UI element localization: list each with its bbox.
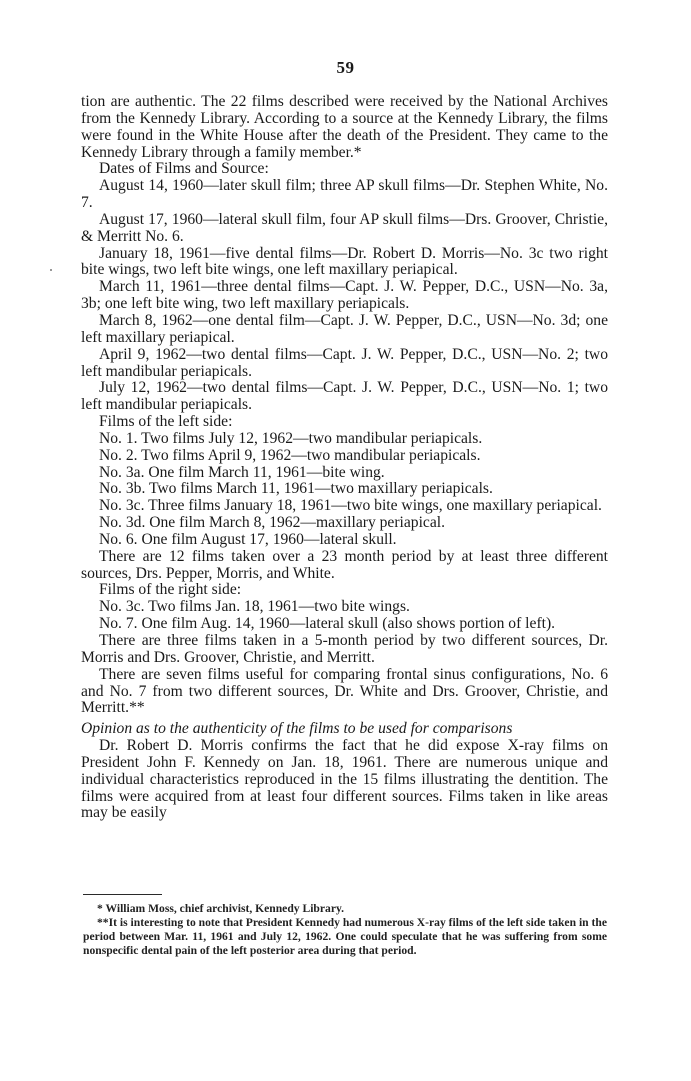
right-film-entry: No. 7. One film Aug. 14, 1960—lateral skull (also shows portion of left). bbox=[99, 615, 556, 633]
right-side-heading: Films of the right side: bbox=[99, 581, 242, 599]
date-entry: August 17, 1960—lateral skull film, four AP skull films—Drs. Groover, Christie, & Merritt No. 6. bbox=[81, 210, 608, 245]
page-number: 59 bbox=[336, 58, 355, 77]
left-film-entry: No. 6. One film August 17, 1960—lateral skull. bbox=[99, 530, 397, 548]
sinus-summary: There are seven films useful for comparing frontal sinus configurations, No. 6 and No. 7 from two different sources, Dr. White and Drs. Groover, Christie, and Merritt.** bbox=[81, 665, 608, 717]
opinion-paragraph: Dr. Robert D. Morris confirms the fact that he did expose X-ray films on President John F. Kennedy on Jan. 18, 1961. There are numerous unique and individual characteristics reproduced in the 15 films illustrating the dentition. The films were acquired from at least four different sources. Films taken in like areas may be easily bbox=[81, 737, 608, 822]
date-entry: January 18, 1961—five dental films—Dr. Robert D. Morris—No. 3c two right bite wings, two left bite wings, one left maxillary periapical. bbox=[81, 244, 608, 279]
date-entry: July 12, 1962—two dental films—Capt. J. W. Pepper, D.C., USN—No. 1; two left mandibular periapicals. bbox=[81, 379, 608, 414]
date-entry: March 8, 1962—one dental film—Capt. J. W. Pepper, D.C., USN—No. 3d; one left maxillary periapical. bbox=[81, 311, 608, 346]
dates-heading: Dates of Films and Source: bbox=[99, 160, 269, 178]
footnote-1: * William Moss, chief archivist, Kennedy Library. bbox=[97, 902, 345, 915]
footnotes bbox=[83, 902, 607, 958]
left-summary: There are 12 films taken over a 23 month period by at least three different sources, Drs. Pepper, Morris, and White. bbox=[81, 547, 608, 582]
date-entry: March 11, 1961—three dental films—Capt. J. W. Pepper, D.C., USN—No. 3a, 3b; one left bite wing, two left maxillary periapicals. bbox=[81, 278, 608, 313]
date-entry: August 14, 1960—later skull film; three AP skull films—Dr. Stephen White, No. 7. bbox=[81, 177, 608, 212]
left-film-entry: No. 2. Two films April 9, 1962—two mandibular periapicals. bbox=[99, 446, 481, 464]
date-entry: April 9, 1962—two dental films—Capt. J. W. Pepper, D.C., USN—No. 2; two left mandibular periapicals. bbox=[81, 345, 608, 380]
opinion-heading: Opinion as to the authenticity of the films to be used for comparisons bbox=[81, 720, 513, 738]
intro-paragraph: tion are authentic. The 22 films described were received by the National Archives from the Kennedy Library. According to a source at the Kennedy Library, the films were found in the White House after the death of the President. They came to the Kennedy Library through a family member.* bbox=[81, 93, 608, 161]
right-summary: There are three films taken in a 5-month period by two different sources, Dr. Morris and Drs. Groover, Christie, and Merritt. bbox=[81, 632, 608, 666]
left-film-entry: No. 3a. One film March 11, 1961—bite wing. bbox=[99, 463, 385, 481]
footnote-2: **It is interesting to note that President Kennedy had numerous X-ray films of the left side taken in the period between Mar. 11, 1961 and July 12, 1962. One could speculate that he was suffering from some nonspecific dental pain of the left posterior area during that period. bbox=[83, 916, 607, 958]
body-text bbox=[81, 94, 608, 822]
right-film-entry: No. 3c. Two films Jan. 18, 1961—two bite wings. bbox=[99, 598, 410, 616]
left-side-heading: Films of the left side: bbox=[99, 413, 233, 431]
footnote-rule bbox=[83, 894, 162, 895]
left-film-entry: No. 3d. One film March 8, 1962—maxillary periapical. bbox=[99, 514, 446, 532]
left-film-entry: No. 3c. Three films January 18, 1961—two bite wings, one maxillary periapical. bbox=[99, 497, 602, 515]
left-film-entry: No. 3b. Two films March 11, 1961—two maxillary periapicals. bbox=[99, 480, 493, 498]
scan-speck bbox=[50, 269, 52, 271]
left-film-entry: No. 1. Two films July 12, 1962—two mandibular periapicals. bbox=[99, 429, 483, 447]
